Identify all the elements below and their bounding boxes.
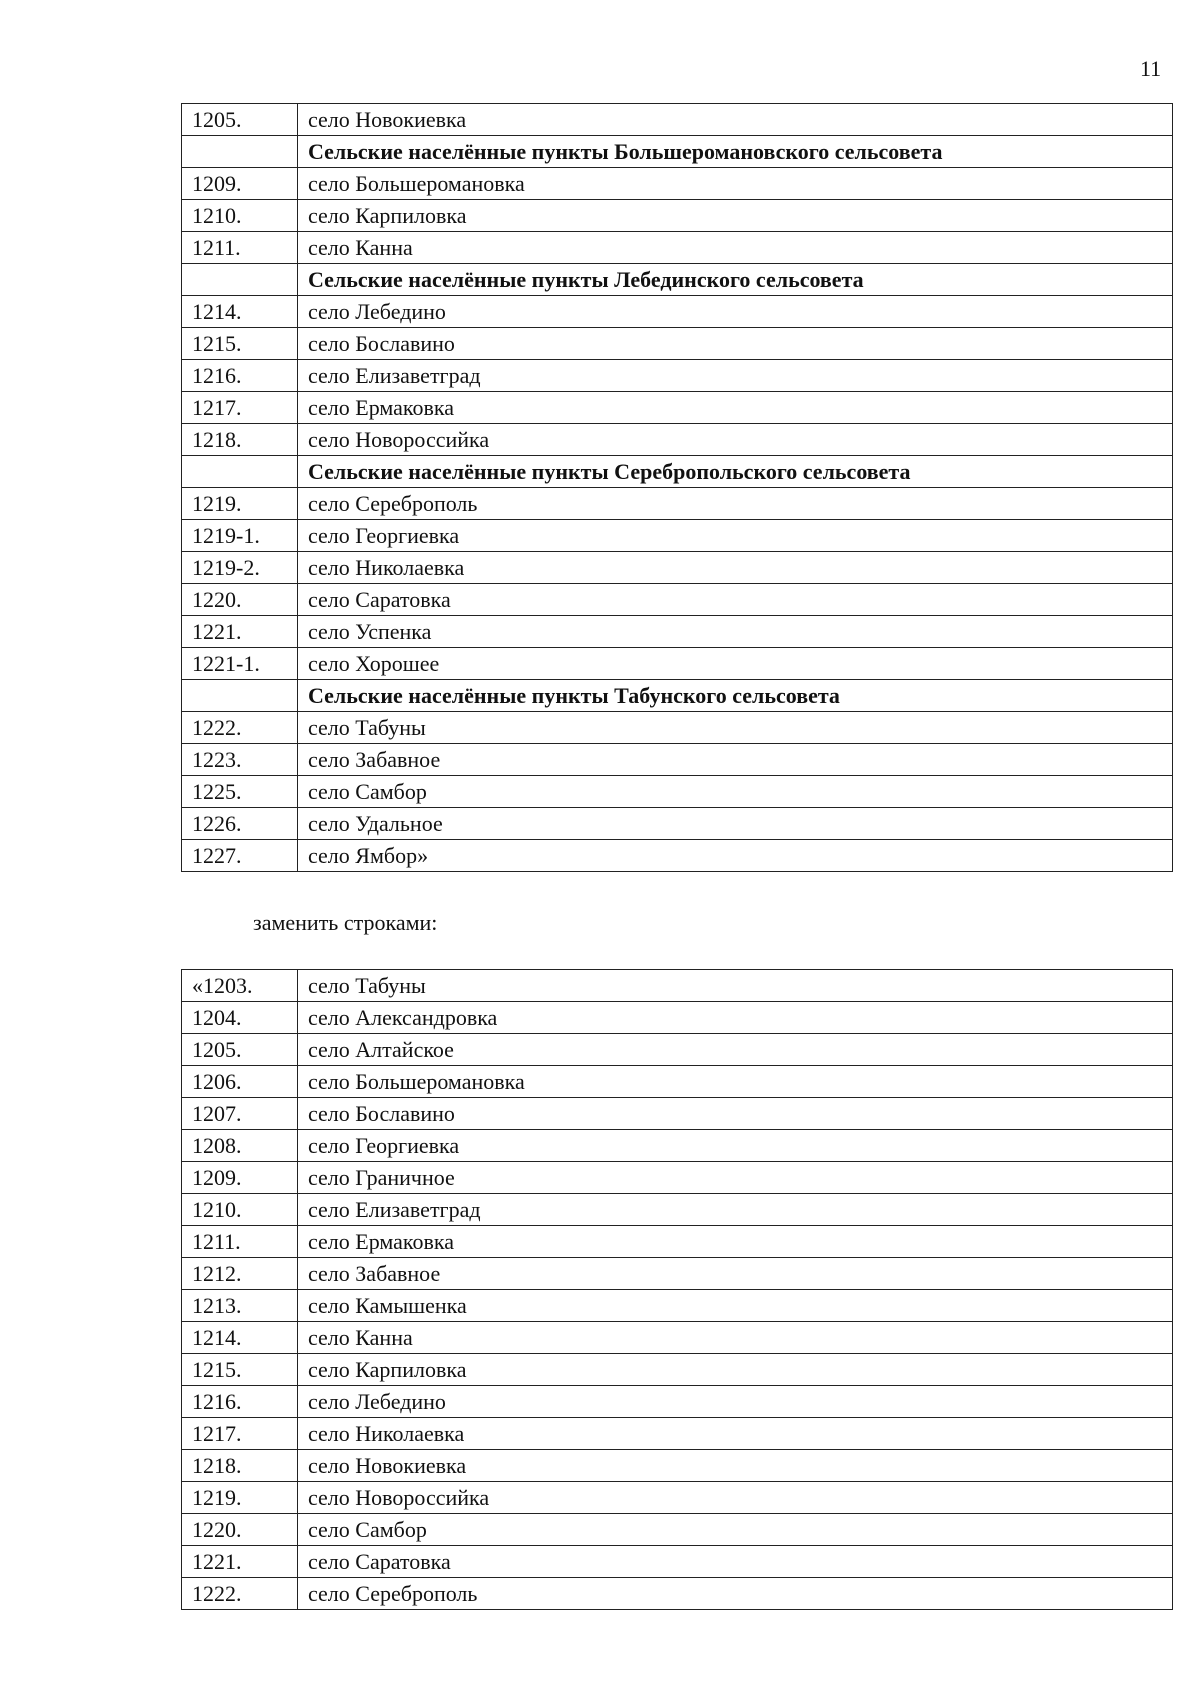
table-row xyxy=(182,200,1173,232)
row-number xyxy=(182,680,298,712)
table-row xyxy=(182,424,1173,456)
table-row xyxy=(182,1098,1173,1130)
settlement-name: село Новокиевка xyxy=(298,1450,1173,1482)
table-row xyxy=(182,1226,1173,1258)
settlement-name: село Большеромановка xyxy=(298,1066,1173,1098)
table-row xyxy=(182,648,1173,680)
row-number: 1218. xyxy=(182,1450,298,1482)
row-number: 1211. xyxy=(182,1226,298,1258)
settlement-name: село Елизаветград xyxy=(298,360,1173,392)
settlement-name: село Граничное xyxy=(298,1162,1173,1194)
row-number: 1214. xyxy=(182,1322,298,1354)
row-number: 1211. xyxy=(182,232,298,264)
row-number: «1203. xyxy=(182,970,298,1002)
settlement-name: село Канна xyxy=(298,1322,1173,1354)
settlement-name: село Бославино xyxy=(298,328,1173,360)
table-row xyxy=(182,1546,1173,1578)
settlement-name: село Алтайское xyxy=(298,1034,1173,1066)
table-row xyxy=(182,392,1173,424)
table-row xyxy=(182,1578,1173,1610)
row-number: 1216. xyxy=(182,1386,298,1418)
table-row xyxy=(182,1386,1173,1418)
settlement-name: село Удальное xyxy=(298,808,1173,840)
table-row xyxy=(182,1450,1173,1482)
settlement-name: село Лебедино xyxy=(298,296,1173,328)
table-row xyxy=(182,296,1173,328)
table-row xyxy=(182,1066,1173,1098)
row-number: 1217. xyxy=(182,392,298,424)
page-number: 11 xyxy=(1140,56,1162,81)
settlement-name: село Успенка xyxy=(298,616,1173,648)
table-row xyxy=(182,104,1173,136)
table-row xyxy=(182,328,1173,360)
table-row xyxy=(182,1290,1173,1322)
settlement-name: село Карпиловка xyxy=(298,200,1173,232)
row-number: 1209. xyxy=(182,168,298,200)
table-row xyxy=(182,1194,1173,1226)
row-number: 1207. xyxy=(182,1098,298,1130)
row-number: 1220. xyxy=(182,584,298,616)
section-header: Сельские населённые пункты Большеромановского сельсовета xyxy=(298,136,1173,168)
row-number: 1226. xyxy=(182,808,298,840)
settlement-name: село Николаевка xyxy=(298,552,1173,584)
settlement-name: село Георгиевка xyxy=(298,1130,1173,1162)
settlement-name: село Забавное xyxy=(298,1258,1173,1290)
settlement-name: село Канна xyxy=(298,232,1173,264)
settlements-table-new xyxy=(181,969,1173,1610)
row-number: 1212. xyxy=(182,1258,298,1290)
row-number: 1225. xyxy=(182,776,298,808)
row-number: 1216. xyxy=(182,360,298,392)
row-number: 1204. xyxy=(182,1002,298,1034)
row-number: 1213. xyxy=(182,1290,298,1322)
settlement-name: село Саратовка xyxy=(298,1546,1173,1578)
row-number: 1220. xyxy=(182,1514,298,1546)
settlement-name: село Сереброполь xyxy=(298,488,1173,520)
table-row xyxy=(182,616,1173,648)
row-number: 1219-1. xyxy=(182,520,298,552)
table-section-header-row xyxy=(182,136,1173,168)
row-number xyxy=(182,136,298,168)
table-row xyxy=(182,1482,1173,1514)
settlement-name: село Ермаковка xyxy=(298,1226,1173,1258)
settlement-name: село Самбор xyxy=(298,1514,1173,1546)
row-number: 1210. xyxy=(182,1194,298,1226)
row-number: 1205. xyxy=(182,1034,298,1066)
row-number: 1215. xyxy=(182,1354,298,1386)
row-number: 1221. xyxy=(182,616,298,648)
row-number: 1227. xyxy=(182,840,298,872)
table-section-header-row xyxy=(182,264,1173,296)
settlement-name: село Александровка xyxy=(298,1002,1173,1034)
table-section-header-row xyxy=(182,680,1173,712)
section-header: Сельские населённые пункты Лебединского сельсовета xyxy=(298,264,1173,296)
table-row xyxy=(182,840,1173,872)
settlement-name: село Николаевка xyxy=(298,1418,1173,1450)
table-row xyxy=(182,1034,1173,1066)
section-header: Сельские населённые пункты Серебропольского сельсовета xyxy=(298,456,1173,488)
settlement-name: село Большеромановка xyxy=(298,168,1173,200)
row-number: 1206. xyxy=(182,1066,298,1098)
row-number: 1222. xyxy=(182,712,298,744)
table-row xyxy=(182,488,1173,520)
replace-instruction: заменить строками: xyxy=(253,910,438,935)
row-number: 1217. xyxy=(182,1418,298,1450)
table-row xyxy=(182,712,1173,744)
row-number: 1215. xyxy=(182,328,298,360)
row-number: 1221. xyxy=(182,1546,298,1578)
settlement-name: село Хорошее xyxy=(298,648,1173,680)
settlement-name: село Ермаковка xyxy=(298,392,1173,424)
settlement-name: село Новороссийка xyxy=(298,1482,1173,1514)
table-row xyxy=(182,1002,1173,1034)
table-row xyxy=(182,970,1173,1002)
table-row xyxy=(182,744,1173,776)
row-number: 1223. xyxy=(182,744,298,776)
settlement-name: село Камышенка xyxy=(298,1290,1173,1322)
table-row xyxy=(182,808,1173,840)
table-row xyxy=(182,776,1173,808)
settlement-name: село Новороссийка xyxy=(298,424,1173,456)
table-section-header-row xyxy=(182,456,1173,488)
table-row xyxy=(182,1130,1173,1162)
settlement-name: село Сереброполь xyxy=(298,1578,1173,1610)
settlements-table-old xyxy=(181,103,1173,872)
table-row xyxy=(182,1418,1173,1450)
settlement-name: село Бославино xyxy=(298,1098,1173,1130)
settlement-name: село Ямбор» xyxy=(298,840,1173,872)
table-row xyxy=(182,1162,1173,1194)
settlement-name: село Саратовка xyxy=(298,584,1173,616)
row-number: 1219-2. xyxy=(182,552,298,584)
row-number: 1208. xyxy=(182,1130,298,1162)
row-number: 1219. xyxy=(182,488,298,520)
row-number: 1209. xyxy=(182,1162,298,1194)
table-row xyxy=(182,552,1173,584)
table-row xyxy=(182,1258,1173,1290)
settlement-name: село Георгиевка xyxy=(298,520,1173,552)
settlement-name: село Карпиловка xyxy=(298,1354,1173,1386)
row-number: 1214. xyxy=(182,296,298,328)
row-number xyxy=(182,456,298,488)
settlement-name: село Лебедино xyxy=(298,1386,1173,1418)
table-row xyxy=(182,232,1173,264)
table-body xyxy=(182,970,1173,1610)
row-number xyxy=(182,264,298,296)
section-header: Сельские населённые пункты Табунского сельсовета xyxy=(298,680,1173,712)
table-row xyxy=(182,1514,1173,1546)
row-number: 1219. xyxy=(182,1482,298,1514)
row-number: 1221-1. xyxy=(182,648,298,680)
row-number: 1218. xyxy=(182,424,298,456)
row-number: 1210. xyxy=(182,200,298,232)
settlement-name: село Забавное xyxy=(298,744,1173,776)
table-row xyxy=(182,168,1173,200)
settlement-name: село Новокиевка xyxy=(298,104,1173,136)
row-number: 1222. xyxy=(182,1578,298,1610)
settlement-name: село Табуны xyxy=(298,970,1173,1002)
table-row xyxy=(182,1354,1173,1386)
settlement-name: село Табуны xyxy=(298,712,1173,744)
table-row xyxy=(182,520,1173,552)
table-body xyxy=(182,104,1173,872)
table-row xyxy=(182,360,1173,392)
settlement-name: село Самбор xyxy=(298,776,1173,808)
table-row xyxy=(182,584,1173,616)
settlement-name: село Елизаветград xyxy=(298,1194,1173,1226)
table-row xyxy=(182,1322,1173,1354)
row-number: 1205. xyxy=(182,104,298,136)
